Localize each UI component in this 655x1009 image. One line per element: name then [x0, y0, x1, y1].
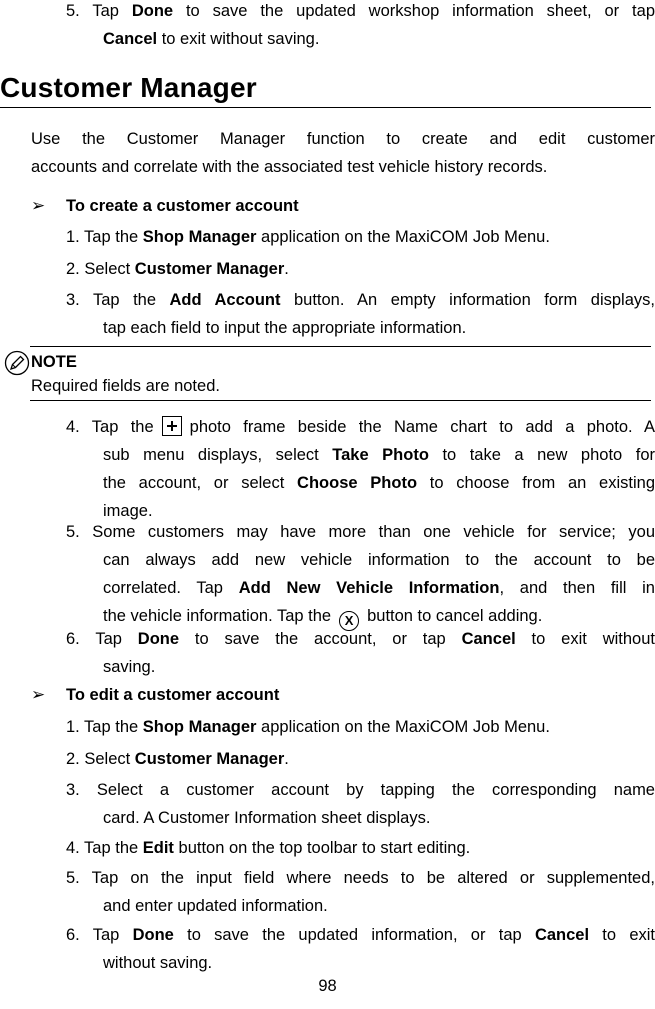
edit-step-6: 6. Tap Done to save the updated information, or tap Cancel to exit without saving.	[66, 926, 655, 972]
note-label: NOTE	[31, 353, 77, 371]
edit-step-3: 3. Select a customer account by tapping the corresponding name card. A Customer Information sheet displays.	[66, 781, 655, 827]
create-step-1: 1. Tap the Shop Manager application on the MaxiCOM Job Menu.	[66, 228, 550, 246]
section-title: Customer Manager	[0, 72, 257, 103]
note-top-rule	[30, 346, 651, 347]
edit-step-1: 1. Tap the Shop Manager application on the MaxiCOM Job Menu.	[66, 718, 550, 736]
arrow-bullet-icon: ➢	[31, 685, 46, 704]
edit-step-4: 4. Tap the Edit button on the top toolbar to start editing.	[66, 839, 471, 857]
intro-paragraph: Use the Customer Manager function to create and edit customer accounts and correlate with the associated test vehicle history records.	[31, 130, 655, 176]
edit-step-5: 5. Tap on the input field where needs to be altered or supplemented, and enter updated information.	[66, 869, 655, 915]
step-5-workshop: 5. Tap Done to save the updated workshop information sheet, or tap Cancel to exit without saving.	[66, 2, 655, 48]
create-step-5: 5. Some customers may have more than one vehicle for service; you can always add new vehicle information to the account to be correlated. Tap Add New Vehicle Information, and then fill in the vehicle information. Tap the X button to cancel adding.	[66, 518, 655, 631]
title-rule	[0, 107, 651, 108]
pencil-icon	[4, 350, 30, 376]
edit-step-2: 2. Select Customer Manager.	[66, 750, 289, 768]
edit-heading: To edit a customer account	[66, 686, 280, 704]
create-step-2: 2. Select Customer Manager.	[66, 260, 289, 278]
create-step-6: 6. Tap Done to save the account, or tap Cancel to exit without saving.	[66, 630, 655, 676]
arrow-bullet-icon: ➢	[31, 196, 46, 215]
note-bottom-rule	[30, 400, 651, 401]
note-text: Required fields are noted.	[31, 377, 220, 395]
page-number: 98	[318, 977, 337, 995]
create-step-4: 4. Tap the photo frame beside the Name chart to add a photo. A sub menu displays, select Take Photo to take a new photo for the account, or select Choose Photo to choose from an existing image.	[66, 418, 655, 520]
create-heading: To create a customer account	[66, 197, 299, 215]
circle-x-icon: X	[339, 611, 359, 631]
plus-box-icon	[162, 416, 182, 436]
create-step-3: 3. Tap the Add Account button. An empty information form displays, tap each field to input the appropriate information.	[66, 291, 655, 337]
